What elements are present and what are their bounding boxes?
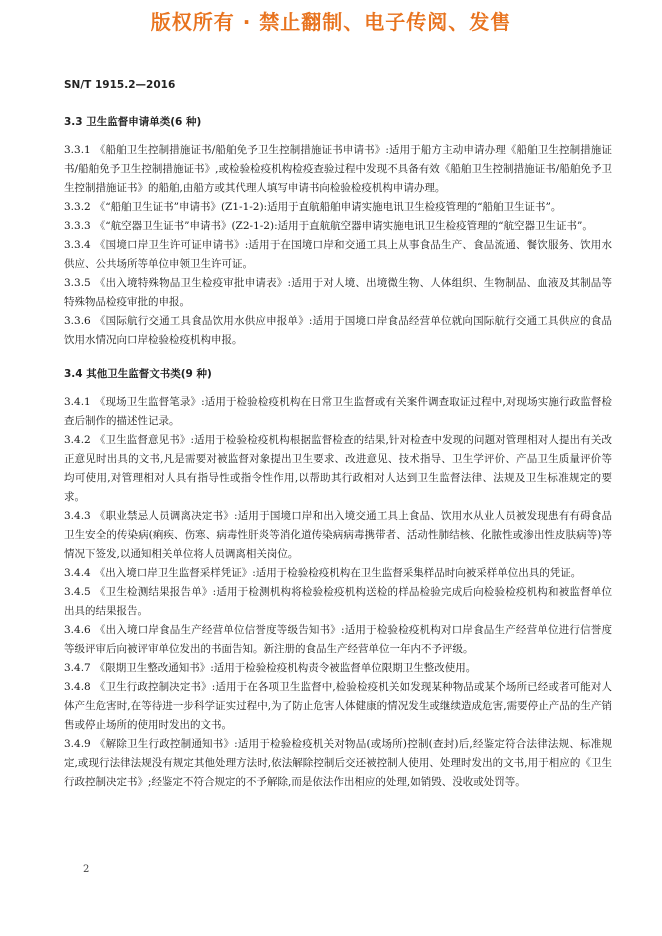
clause-text: 《卫生行政控制决定书》:适用于在各项卫生监督中,检验检疫机关如发现某种物品或某个场所已经或者可能对人体产生危害时,在等待进一步科学证实过程中,为了防止危害人体健康的情况发生或继续造成危害,需要停止产品的生产销售或停止场所的使用时发出的文书。 [64, 681, 612, 731]
standard-number: SN/T 1915.2—2016 [64, 79, 176, 91]
clause-number: 3.4.1 [64, 396, 91, 408]
clause-number: 3.3.6 [64, 315, 91, 327]
clause-text: 《“船舶卫生证书”申请书》(Z1-1-2):适用于直航船舶申请实施电讯卫生检疫管理的“船舶卫生证书”。 [94, 201, 562, 213]
clause-3-4-7 [64, 659, 612, 678]
clause-text: 《职业禁忌人员调离决定书》:适用于国境口岸和出入境交通工具上食品、饮用水从业人员被发现患有有碍食品卫生安全的传染病(痢疾、伤寒、病毒性肝炎等消化道传染病病毒携带者、活动性肺结核、化脓性或渗出性皮肤病等)等情况下签发,以通知相关单位将人员调离相关岗位。 [64, 510, 612, 560]
clause-number: 3.4.2 [64, 434, 91, 446]
clause-number: 3.4.4 [64, 567, 91, 579]
clause-text: 《国境口岸卫生许可证申请书》:适用于在国境口岸和交通工具上从事食品生产、食品流通、餐饮服务、饮用水供应、公共场所等单位申领卫生许可证。 [64, 239, 612, 270]
clause-number: 3.3.1 [64, 144, 91, 156]
clause-number: 3.4.6 [64, 624, 91, 636]
clause-text: 《现场卫生监督笔录》:适用于检验检疫机构在日常卫生监督或有关案件调查取证过程中,对现场实施行政监督检查后制作的描述性记录。 [64, 396, 612, 427]
clause-3-3-1 [64, 141, 612, 198]
clause-number: 3.4.9 [64, 738, 91, 750]
clause-number: 3.3.5 [64, 277, 91, 289]
clause-3-4-8 [64, 678, 612, 735]
clause-3-3-6 [64, 312, 612, 350]
clause-3-4-3 [64, 507, 612, 564]
page-number: 2 [83, 864, 90, 875]
clause-3-3-4 [64, 236, 612, 274]
clause-3-4-5 [64, 583, 612, 621]
clause-text: 《出入境口岸卫生监督采样凭证》:适用于检验检疫机构在卫生监督采集样品时向被采样单位出具的凭证。 [94, 567, 582, 579]
clause-text: 《解除卫生行政控制通知书》:适用于检验检疫机关对物品(或场所)控制(查封)后,经鉴定符合法律法规、标准规定,或现行法律法规没有规定其他处理方法时,依法解除控制后交还被控制人使用、处理时发出的文书,用于相应的《卫生行政控制决定书》;经鉴定不符合规定的不予解除,而是依法作出相应的处理,如销毁、没收或处罚等。 [64, 738, 612, 788]
clause-3-3-5 [64, 274, 612, 312]
clause-text: 《出入境特殊物品卫生检疫审批申请表》:适用于对人境、出境微生物、人体组织、生物制品、血液及其制品等特殊物品检疫审批的申报。 [64, 277, 612, 308]
clause-3-4-1 [64, 393, 612, 431]
document-body [64, 114, 612, 792]
clause-3-4-2 [64, 431, 612, 507]
clause-number: 3.3.4 [64, 239, 91, 251]
section-3-3-heading: 3.3 卫生监督申请单类(6 种) [64, 116, 202, 128]
clause-text: 《船舶卫生控制措施证书/船舶免予卫生控制措施证书申请书》:适用于船方主动申请办理《船舶卫生控制措施证书/船舶免予卫生控制措施证书》,或检验检疫机构检疫查验过程中发现不具备有效《船舶卫生控制措施证书/船舶免予卫生控制措施证书》的船舶,由船方或其代理人填写申请书向检验检疫机构申请办理。 [64, 144, 612, 194]
clause-3-3-3 [64, 217, 612, 236]
clause-text: 《卫生检测结果报告单》:适用于检测机构将检验检疫机构送检的样品检验完成后向检验检疫机构和被监督单位出具的结果报告。 [64, 586, 612, 617]
clause-3-3-2 [64, 198, 612, 217]
clause-text: 《卫生监督意见书》:适用于检验检疫机构根据监督检查的结果,针对检查中发现的问题对管理相对人提出有关改正意见时出具的文书,凡是需要对被监督对象提出卫生要求、改进意见、技术指导、卫生学评价、产品卫生质量评价等均可使用,对管理相对人具有指导性或指令性作用,以帮助其行政相对人达到卫生监督法律、法规及卫生标准规定的要求。 [64, 434, 612, 503]
copyright-banner: 版权所有 · 禁止翻制、电子传阅、发售 [150, 10, 512, 34]
clause-number: 3.4.5 [64, 586, 91, 598]
clause-3-4-4 [64, 564, 612, 583]
clause-text: 《国际航行交通工具食品饮用水供应申报单》:适用于国境口岸食品经营单位就向国际航行交通工具供应的食品饮用水情况向口岸检验检疫机构申报。 [64, 315, 612, 346]
clause-text: 《“航空器卫生证书”申请书》(Z2-1-2):适用于直航航空器申请实施电讯卫生检疫管理的“航空器卫生证书”。 [94, 220, 593, 232]
section-3-3-clauses [64, 141, 612, 350]
clause-number: 3.3.2 [64, 201, 91, 213]
clause-3-4-9 [64, 735, 612, 792]
clause-number: 3.4.8 [64, 681, 91, 693]
clause-number: 3.3.3 [64, 220, 91, 232]
section-3-4-clauses [64, 393, 612, 792]
clause-3-4-6 [64, 621, 612, 659]
clause-number: 3.4.3 [64, 510, 91, 522]
clause-text: 《出入境口岸食品生产经营单位信誉度等级告知书》:适用于检验检疫机构对口岸食品生产经营单位进行信誉度等级评审后向被评审单位发出的书面告知。新注册的食品生产经营单位一年内不予评级。 [64, 624, 612, 655]
clause-text: 《限期卫生整改通知书》:适用于检验检疫机构责令被监督单位限期卫生整改使用。 [94, 662, 477, 674]
section-3-4-heading: 3.4 其他卫生监督文书类(9 种) [64, 368, 212, 380]
clause-number: 3.4.7 [64, 662, 91, 674]
